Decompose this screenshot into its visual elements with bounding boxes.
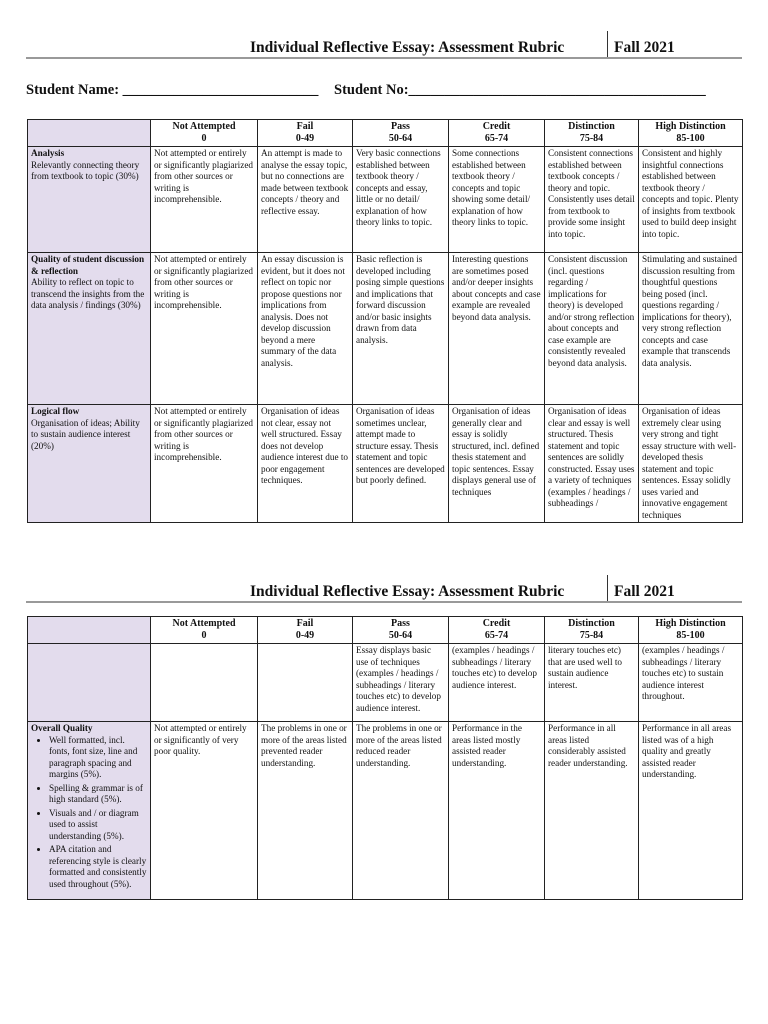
header-rule	[26, 57, 742, 59]
table-row-logical-flow	[28, 405, 743, 523]
col-name: Distinction	[568, 618, 615, 629]
table-row-overall-quality	[28, 722, 743, 900]
list-item: • Spelling & grammar is of high standard (5%).	[49, 783, 147, 806]
rubric-term: Fall 2021	[614, 39, 675, 56]
col-header-credit	[449, 617, 545, 644]
col-name: Not Attempted	[172, 618, 236, 629]
table-cell: Consistent connections established between textbook concepts / theory and topic. Consistently uses detail from textbook to provide some insight into topic.	[545, 147, 639, 253]
col-range: 65-74	[484, 132, 509, 144]
student-name-field[interactable]: Student Name: ___________________________	[26, 82, 319, 98]
criterion-title: Quality of student discussion & reflection	[31, 254, 145, 276]
rubric-table-page2	[27, 616, 743, 900]
col-name: Not Attempted	[172, 121, 236, 132]
header-row	[28, 617, 743, 644]
criterion-title: Logical flow	[31, 406, 80, 416]
col-header-high-distinction	[639, 120, 743, 147]
col-name: Pass	[391, 618, 410, 629]
criterion-cell	[28, 147, 151, 253]
table-cell: Not attempted or entirely or significantly plagiarized from other sources or writing is incomprehensible.	[151, 253, 258, 405]
header-rule	[26, 601, 742, 603]
table-cell: Organisation of ideas generally clear and essay is solidly structured, incl. defined thesis statement and topic sentences. Essay displays general use of techniques	[449, 405, 545, 523]
table-cell: Organisation of ideas not clear, essay not well structured. Essay does not develop audience interest due to poor engagement techniques.	[258, 405, 353, 523]
table-cell: The problems in one or more of the areas listed prevented reader understanding.	[258, 722, 353, 900]
table-cell: Not attempted or entirely or significantly plagiarized from other sources or writing is incomprehensible.	[151, 405, 258, 523]
col-name: High Distinction	[655, 618, 726, 629]
table-cell: Consistent discussion (incl. questions regarding / implications for theory) is developed and/or strong reflection about concepts and case example are consistently revealed beyond data analysis.	[545, 253, 639, 405]
table-row-discussion	[28, 253, 743, 405]
col-range: 0	[201, 132, 207, 144]
col-name: High Distinction	[655, 121, 726, 132]
header-row	[28, 120, 743, 147]
list-item: • Well formatted, incl. fonts, font size, line and paragraph spacing and margins (5%).	[49, 735, 147, 781]
col-range: 50-64	[388, 629, 413, 641]
criterion-cell	[28, 644, 151, 722]
criterion-desc: Organisation of ideas; Ability to sustain audience interest (20%)	[31, 417, 140, 451]
table-cell: Performance in all areas listed was of a high quality and greatly assisted reader understanding.	[639, 722, 743, 900]
table-cell: Performance in all areas listed considerably assisted reader understanding.	[545, 722, 639, 900]
page2-header	[0, 575, 768, 605]
table-cell: Basic reflection is developed including posing simple questions and implications that forward discussion and/or basic insights drawn from data analysis.	[353, 253, 449, 405]
col-range: 85-100	[676, 132, 705, 144]
table-cell: (examples / headings / subheadings / literary touches etc) to sustain audience interest throughout.	[639, 644, 743, 722]
col-range: 0-49	[295, 629, 315, 641]
criterion-cell	[28, 722, 151, 900]
col-header-fail	[258, 617, 353, 644]
col-name: Credit	[482, 121, 511, 132]
page1-header	[0, 31, 768, 61]
col-name: Pass	[391, 121, 410, 132]
student-info	[26, 82, 706, 99]
criterion-title: Analysis	[31, 148, 65, 158]
table-cell	[151, 644, 258, 722]
table-cell: An attempt is made to analyse the essay topic, but no connections are made between textbook concepts / theory and reflective essay.	[258, 147, 353, 253]
criteria-header	[28, 617, 151, 644]
col-header-pass	[353, 120, 449, 147]
col-header-distinction	[545, 617, 639, 644]
rubric-title: Individual Reflective Essay: Assessment Rubric	[250, 583, 565, 600]
table-cell: Organisation of ideas clear and essay is well structured. Thesis statement and topic sentences are solidly constructed. Essay uses a variety of techniques (examples / headings / subheadings /	[545, 405, 639, 523]
table-cell: Essay displays basic use of techniques (examples / headings / subheadings / literary touches etc) to develop audience interest.	[353, 644, 449, 722]
rubric-table-page1	[27, 119, 743, 523]
rubric-term: Fall 2021	[614, 583, 675, 600]
col-name: Fail	[296, 618, 314, 629]
table-cell: Performance in the areas listed mostly assisted reader understanding.	[449, 722, 545, 900]
col-name: Distinction	[568, 121, 615, 132]
list-item: • APA citation and referencing style is clearly formatted and consistently used throughout (5%).	[49, 844, 147, 890]
table-cell: Interesting questions are sometimes posed and/or deeper insights about concepts and case example are revealed beyond data analysis.	[449, 253, 545, 405]
rubric-title: Individual Reflective Essay: Assessment Rubric	[250, 39, 565, 56]
list-item: • Visuals and / or diagram used to assist understanding (5%).	[49, 808, 147, 843]
table-cell: Organisation of ideas sometimes unclear, attempt made to structure essay. Thesis statement and topic sentences are developed but poorly defined.	[353, 405, 449, 523]
header-divider	[607, 575, 608, 601]
col-header-fail	[258, 120, 353, 147]
criterion-title: Overall Quality	[31, 723, 93, 733]
col-header-pass	[353, 617, 449, 644]
col-header-not-attempted	[151, 617, 258, 644]
table-cell: Very basic connections established between textbook theory / concepts and essay, little or no detail/ explanation of how theory links to topic.	[353, 147, 449, 253]
col-range: 50-64	[388, 132, 413, 144]
table-cell	[258, 644, 353, 722]
col-header-distinction	[545, 120, 639, 147]
table-cell: Not attempted or entirely or significantly plagiarized from other sources or writing is incomprehensible.	[151, 147, 258, 253]
criterion-cell	[28, 253, 151, 405]
col-name: Fail	[296, 121, 314, 132]
table-cell: literary touches etc) that are used well to sustain audience interest.	[545, 644, 639, 722]
table-row-analysis	[28, 147, 743, 253]
col-range: 65-74	[484, 629, 509, 641]
criteria-header	[28, 120, 151, 147]
criterion-cell	[28, 405, 151, 523]
header-divider	[607, 31, 608, 57]
table-row-continued	[28, 644, 743, 722]
col-header-credit	[449, 120, 545, 147]
table-cell: Not attempted or entirely or significantly of very poor quality.	[151, 722, 258, 900]
table-cell: (examples / headings / subheadings / literary touches etc) to develop audience interest.	[449, 644, 545, 722]
student-no-field[interactable]: Student No:_________________________________________	[334, 82, 706, 98]
col-range: 0-49	[295, 132, 315, 144]
col-header-not-attempted	[151, 120, 258, 147]
table-cell: Some connections established between textbook theory / concepts and topic showing some detail/ explanation of how theory links to topic.	[449, 147, 545, 253]
col-range: 75-84	[579, 132, 604, 144]
col-range: 75-84	[579, 629, 604, 641]
table-cell: The problems in one or more of the areas listed reduced reader understanding.	[353, 722, 449, 900]
col-name: Credit	[482, 618, 511, 629]
col-range: 0	[201, 629, 207, 641]
table-cell: Consistent and highly insightful connections established between textbook theory / concepts and topic. Plenty of insights from textbook used to build deep insight into topic.	[639, 147, 743, 253]
col-range: 85-100	[676, 629, 705, 641]
table-cell: Stimulating and sustained discussion resulting from thoughtful questions being posed (incl. questions regarding / implications for theory), very strong reflection concepts and case example that transcends data analysis.	[639, 253, 743, 405]
table-cell: An essay discussion is evident, but it does not reflect on topic nor propose questions nor implications from analysis. Does not develop discussion beyond a mere summary of the data analysis.	[258, 253, 353, 405]
criterion-list	[31, 735, 147, 891]
col-header-high-distinction	[639, 617, 743, 644]
criterion-desc: Relevantly connecting theory from textbook to topic (30%)	[31, 159, 140, 181]
criterion-desc: Ability to reflect on topic to transcend the insights from the data analysis / findings (30%)	[31, 277, 145, 310]
table-cell: Organisation of ideas extremely clear using very strong and tight essay structure with well-developed thesis statement and topic sentences. Essay solidly uses varied and innovative engagement techniques	[639, 405, 743, 523]
